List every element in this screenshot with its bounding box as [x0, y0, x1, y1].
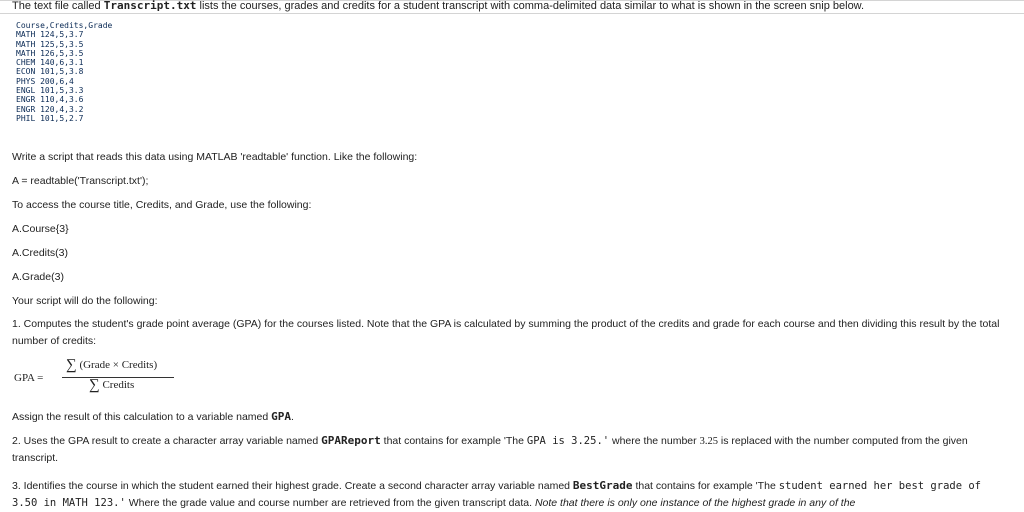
step2-post: is replaced with the number computed from the given transcript. — [12, 435, 968, 464]
course-access: A.Course{3} — [12, 223, 69, 235]
snip-line: Course,Credits,Grade — [16, 21, 113, 30]
step-1-text: 1. Computes the student's grade point average (GPA) for the courses listed. Note that the GPA is calculated by summing the product of the credits and grade for each course and then dividing this result by the total number of credits: — [12, 318, 1000, 347]
filename: Transcript.txt — [103, 0, 197, 12]
fraction-bar — [62, 377, 174, 378]
intro-pre: The text file called — [12, 0, 104, 12]
step2-mid: that contains for example 'The — [380, 435, 527, 447]
denominator-text: Credits — [102, 379, 135, 391]
snip-line: MATH 125,5,3.5 — [16, 39, 84, 49]
snip-line: PHYS 200,6,4 — [16, 76, 74, 86]
formula-denominator — [89, 379, 134, 391]
sigma-symbol: ∑ — [89, 377, 100, 393]
step-2-text — [12, 432, 1002, 467]
write-instruction: Write a script that reads this data using MATLAB 'readtable' function. Like the following: — [12, 151, 418, 163]
step3-code: student earned her best grade of 3.50 in MATH 123.' — [12, 480, 981, 509]
snip-line: CHEM 140,6,3.1 — [16, 58, 84, 68]
assign-gpa — [12, 410, 294, 424]
step2-pre: 2. Uses the GPA result to create a character array variable named — [12, 435, 322, 447]
assign-pre: Assign the result of this calculation to a variable named — [12, 411, 272, 423]
step3-mid: that contains for example 'The — [632, 480, 779, 492]
gpa-variable: GPA — [271, 410, 292, 423]
step-3-text — [12, 477, 1002, 512]
sigma-symbol: ∑ — [66, 357, 77, 373]
bestgrade-variable: BestGrade — [572, 479, 633, 492]
gpareport-variable: GPAReport — [321, 434, 381, 447]
assign-post: . — [291, 411, 294, 423]
formula-numerator — [66, 359, 157, 371]
step3-mid2: Where the grade value and course number are retrieved from the given transcript data. — [125, 497, 535, 509]
intro-text — [12, 0, 864, 12]
step2-code: GPA is 3.25.' — [526, 435, 610, 447]
step2-mid2: where the number — [609, 435, 700, 447]
readtable-example: A = readtable('Transcript.txt'); — [12, 175, 149, 187]
transcript-snip — [16, 21, 112, 123]
snip-line: MATH 124,5,3.7 — [16, 30, 84, 40]
step3-pre: 3. Identifies the course in which the student earned their highest grade. Create a second character array variable named — [12, 480, 573, 492]
snip-line: PHIL 101,5,2.7 — [16, 113, 84, 123]
snip-line: ENGL 101,5,3.3 — [16, 86, 84, 96]
snip-line: ECON 101,5,3.8 — [16, 67, 84, 77]
formula-lhs: GPA = — [14, 372, 44, 384]
credits-access: A.Credits(3) — [12, 247, 69, 259]
step2-number: 3.25 — [699, 436, 718, 447]
access-instruction: To access the course title, Credits, and Grade, use the following: — [12, 199, 312, 211]
snip-line: ENGR 110,4,3.6 — [16, 95, 84, 105]
numerator-text: (Grade × Credits) — [79, 359, 158, 371]
script-intro: Your script will do the following: — [12, 295, 158, 307]
step3-note: Note that there is only one instance of the highest grade in any of the — [534, 497, 856, 509]
intro-post: lists the courses, grades and credits for a student transcript with comma-delimited data similar to what is shown in the screen snip below. — [196, 0, 865, 12]
grade-access: A.Grade(3) — [12, 271, 64, 283]
gpa-formula — [14, 357, 214, 397]
snip-line: ENGR 120,4,3.2 — [16, 104, 84, 114]
snip-line: MATH 126,5,3.5 — [16, 48, 84, 58]
